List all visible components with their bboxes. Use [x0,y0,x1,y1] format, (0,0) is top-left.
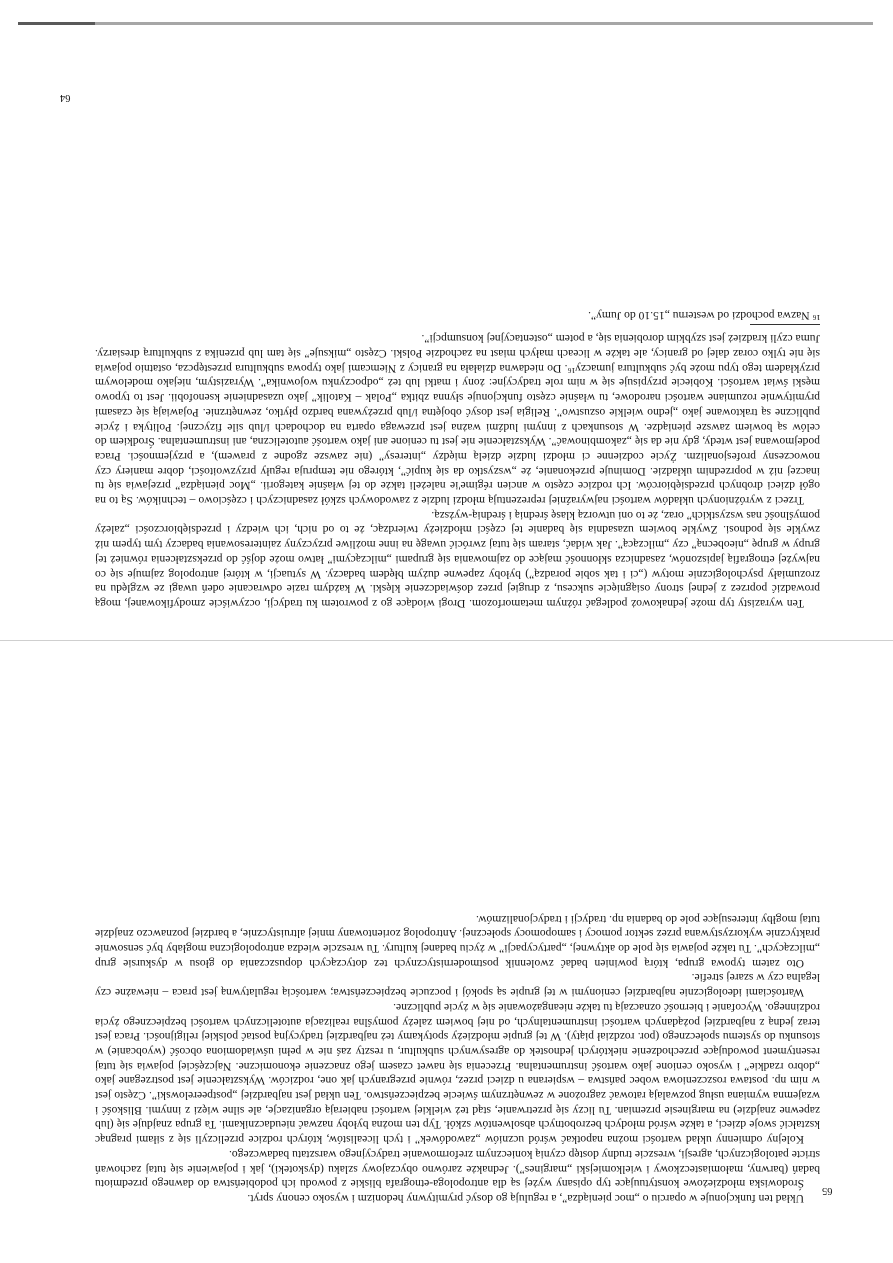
page-number: 64 [60,92,71,103]
paragraph: Ten wyrazisty typ może jednakowoż podlegać różnym metamorfozom. Drogi wiodące go z powrotem ku tradycji, oczywiście zmodyfikowanej, mogą prowadzić poprzez z jednej strony osiągnięcie sukcesu, z drugiej przez doświadczenie klęski. W każdym razie odwracanie odeń uwagi ze względu na zrozumiały psychologicznie motyw („ci i tak sobie poradzą”) byłoby zapewne dużym błędem badaczy. W sytuacji, w której antropolog zajmuje się co najwyżej etnografią japiszonów, zasadnicza skłonność mające do zajmowania się grupami „milczącymi” łatwo może dojść do przekształcenia również tej grupy w grupę „nieobecną” czy „milczącą”. Jak widać, staram się tutaj zwrócić uwagę na inne możliwe przyczyny zainteresowania badaczy tym typem niż zwykle się podnosi. Zwykle bowiem uzasadnia się badanie tej części młodzieży twierdząc, że to od nich, ich wiedzy i przedsiębiorczości „zależy pomyślność nas wszystkich” oraz, że to oni utworzą klasę średnią i średnią-wyższą. [95,508,820,610]
paragraph: Układ ten funkcjonuje w oparciu o „moc pieniądza”, a regulują go dosyć prymitywny hedonizm i wysoko cenony spryt. [247,1192,804,1205]
paragraph: Środowiska młodzieżowe konstytuujące typ opisany wyżej są dla antropologa-etnografa bliskie z powodu ich podobieństwa do dawnego przedmiotu badań (barwny, małomiasteczkowy i wielkomiejski „margines”). Jednakże zarówno obyczajowy szlaku (dyskoteki), jak i pojawienie się tutaj zachowań stricte patologicznych, agresji, wreszcie trudny dostęp czynią koniecznym zreformowanie tradycyjnego warsztatu badawczego. [95,1147,820,1191]
footnote-separator [750,324,820,325]
page-64 [95,65,820,610]
page-fold-divider [0,640,893,641]
footnote: ¹⁶ Nazwa pochodzi od westernu „15.10 do Jumy”. [588,308,820,322]
paragraph: Wartościami ideologicznie najbardziej cenionymi w tej grupie są spokój i poczucie bezpieczeństwa; wartością regulatywną jest praca – nieważne czy legalna czy w szarej strefie. [95,971,820,1000]
paragraph: Trzeci z wyróżnionych układów wartości najwyraźniej reprezentują młodzi ludzie z zawodowych szkół zasadniczych i częściowo – techników. Są to na ogół dzieci drobnych przedsiębiorców. Ich rodzice często w ancien régime'ie należeli także do tej właśnie kategorii. „Moc pieniądza” przejawia się tu inaczej niż w poprzednim układzie. Dominuje przekonanie, że „wszystko da się kupić”, którego nie tempruja reguły przyzwoitości, dobre maniery czy nowoczesny profesjonalizm. Życie codzienne ci młodzi ludzie dzielą między „interesy” (nie zawsze zgodne z prawem), a przyjemności. Praca podejmowana jest wtedy, gdy nie da się „zakombinować”. Wykształcenie nie jest tu cenione ani jako wartość autoteliczna, ani instrumentalna. Środkiem do celów są bowiem zawsze pieniądze. W stosunkach z innymi ludźmi ważna jest przewaga oparta na dochodach i/lub sile fizycznej. Polityka i życie publiczne są traktowane jako „jedno wielkie oszustwo”. Religia jest dosyć obojętna i/lub przeżywana bardzo płytko, zewnętrznie. Pojawiają się czasami prymitywnie rozumiane wartości narodowe, tu właśnie często funkcjonuje słynna zbitka „Polak – Katolik” jako uzasadnienie ksenofobii. Jest to typowo męski świat wartości. Kobiecie przypisuje się w nim role tradycyjne: żony i matki lub też „odpoczynku wojownika”. Wyrazistym, niejako modelowym przykładem tego typu może być subkultura jumaczy¹⁶. Do niedawna działała na granicy z Niemcami jako typowa subkultura przestępcza, ostatnio pojawia się nie tylko coraz dalej od granicy, ale także w liceach małych miast na zachodzie Polski. Często „miksuje” się tam lub przenika z subkulturą dresiarzy. Juma czyli kradzież jest szybkim dorobienia się, a potem „ostentacyjnej konsumpcji”. [95,332,820,508]
paragraph: Oto zatem typowa grupa, którą powinien badać zwolennik postmodernistycznych tez dotyczących dopuszczania do głosu w dyskursie grup „milczących”. Tu także pojawia się pole do aktywnej, „partycypacji” w życiu badanej kultury. Tu wreszcie wiedza antropologiczna mogłaby być sensownie praktycznie wykorzystywana przez sektor pomocy i samopomocy społecznej. Antropolog zorientowany mniej altruistycznie, a bardziej poznawczo znajdzie tutaj mogłby interesujące pole do badania np. tradycji i tradycjonalizmów. [95,912,820,970]
page-65 [95,655,820,1205]
page-number: 65 [822,1185,833,1196]
paragraph: Kolejny odmienny układ wartości można napotkać wśród uczniów „zawodówek” i tych licealistów, których rodzice przeliczyli się z siłami pragnąc kształcić swoje dzieci, a także wśród młodych bezrobotnych absolwentów szkół. Typ ten można byłoby nazwać nieudacznikami. Ta grupa znajduje się (lub zapewne znajdzie) na marginesie przemian. Tu liczy się przetrwanie, stąd też wielkiej wartości nabierają organizacje, ale silne więzi z innymi. Bliskość i wzajemna wymiana usług pozwalają ratować zagrożone w zewnętrznym świecie bezpieczeństwo. Ten układ jest najbardziej „postpeerelowski”. Często jest w nim np. postawa roszczeniowa wobec państwa – wspierana u dzieci przez, równie przegranych jak one, rodziców. Wykształcenie jest postrzegane jako „dobro rzadkie” i wysoko cenione jako wartość instrumentalna. Przecenia się nawet czasem jego znaczenie ekonomiczne. Najczęściej pojawia się tutaj resentyment powodujące przechodzenie niektórych jednostek do agresywnych subkultur, u reszty zaś nie w pełni uświadomiona obcość (wyobcanie) w stosunku do systemu społecznego (por. rozdział piąty). W tej grupie młodzieży spotykamy też najbardziej tradycyjną postać polskiej religijności. Praca jest teraz jedną z najbardziej pożądanych wartości instrumentalnych, od niej bowiem zależy pomyślna realizacja autotelicznych wartości bezpiecznego życia rodzinnego. Wycofanie i bierność oznaczają tu także nieangażowanie się w życie publiczne. [95,1000,820,1147]
top-scan-rule [18,22,873,25]
